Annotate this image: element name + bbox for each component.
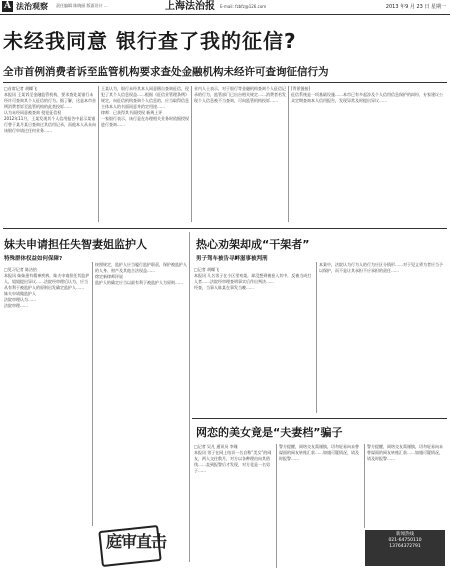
- story3-subheadline: 男子驾车被告寻衅滋事被判刑: [196, 256, 268, 262]
- section-badge: A: [2, 1, 13, 12]
- column-divider: [92, 262, 93, 526]
- story3-headline: 热心劝架却成“干架者”: [196, 238, 310, 251]
- article-column-4: [背景链接] 征信系统是一项基础设施……本市已有多起涉及个人信用信息保护的纠纷，专家建议公众定期查询本人信用报告，发现异常及时提出异议……: [291, 86, 443, 103]
- story2-column-2: 按照规定，监护人应当履行监护职责，保护被监护人的人身、财产及其他合法权益…… 徐定新律师评说 监护人的确定应当以最有利于被监护人为原则……: [95, 262, 187, 285]
- editor-credit: 责任编辑 陈晓丽 版面设计 ...: [56, 3, 108, 8]
- main-headline: 未经我同意 银行查了我的征信?: [3, 29, 297, 53]
- section-title: 法治观察: [16, 2, 48, 11]
- story3-column-1: □记者 胡蝶飞 本报讯 几名男子在小区里劝架，却没想到被卷入其中，反被当成打人者……法院经审理查明事实后作出判决…… 经查，当事人陈某在事发当晚……: [194, 267, 312, 290]
- headline-rule: [3, 82, 447, 83]
- column-divider: [276, 444, 277, 568]
- issue-date: 2013 年9 月 23 日 星期一: [385, 4, 446, 10]
- column-divider: [316, 262, 317, 413]
- newspaper-name: 上海法治报: [165, 1, 215, 12]
- column-divider: [191, 86, 192, 222]
- section-rule: [3, 228, 447, 229]
- column-divider: [189, 232, 190, 562]
- story4-column-1: □记者 吴凡 通讯员 李瑾 本报讯 男子在网上结识一名自称“美女”的网友，两人交往数月，对方以各种理由向其借钱……直到报警后才发现，对方竟是一名男子……: [194, 444, 272, 473]
- article-column-1: □首席记者 胡蝶飞 本报讯 王某诉至金融监管机构，要求查处某银行未经许可查询其个人征信的行为。据了解，这是本市首例消费者诉至监管机构的此类投诉…… 认为未经同意被查询 侵犯征信权 2012年11月，王某发现其个人信用报告中显示某银行曾于某月某日查询过其信用记录，而他本人从未向该银行申请过任何业务……: [4, 86, 96, 133]
- column-logo: 庭审直击: [106, 532, 167, 551]
- column-divider: [98, 86, 99, 222]
- story3-column-2: 本案中，法院认为行为人的行为应区分情形……对于见义勇为者应当予以保护，而不是让其承担不应承担的责任……: [319, 262, 443, 273]
- column-divider: [288, 86, 289, 222]
- section-rule: [192, 418, 447, 419]
- story2-headline: 妹夫申请担任失智妻姐监护人: [4, 238, 147, 251]
- newspaper-email: E-mail: fzbfz@126.com: [220, 4, 267, 9]
- story2-column-1: □见习记者 陈洁怡 本报讯 妹妹患有精神疾病，妹夫申请担任其监护人，姐姐提出异议……法院经审理后认为，应当从有利于被监护人的原则出发确定监护人…… 妹夫申请做监护人 法院审理认为…… 法院审理……: [4, 267, 90, 308]
- masthead: [0, 0, 450, 15]
- article-column-3: 业内人士表示，对于银行等金融机构查询个人征信记录的行为，监管部门已出台相关规定……消费者若发现个人信息被不当查询，可向监管机构投诉……: [194, 86, 286, 103]
- story2-subheadline: 特殊群体权益如何保障?: [4, 256, 63, 262]
- main-subhead: 全市首例消费者诉至监管机构要求查处金融机构未经许可查询征信行为: [3, 66, 329, 78]
- story4-headline: 网恋的美女竟是“夫妻档”骗子: [196, 426, 343, 439]
- column-divider: [364, 444, 365, 528]
- story4-column-2: 警方提醒，网络交友需谨慎，切勿轻易向未曾谋面的网友转账汇款……如遇可疑情况，请及时报警……: [279, 444, 359, 461]
- story4-column-3: 警方提醒，网络交友需谨慎，切勿轻易向未曾谋面的网友转账汇款……如遇可疑情况，请及时报警……: [367, 444, 443, 461]
- news-hotline-box: 新闻热线 021-64750110 13764372791: [365, 530, 445, 566]
- article-column-2: 王某认为，银行未经其本人同意擅自查询征信，侵犯了其个人信息权益……根据《征信业管理条例》规定，向征信机构查询个人信息的，应当取得信息主体本人的书面同意并约定用途…… 律师：已获得其书面授权 新规上评 一家银行表示，该行是在办理相关业务时依据授权进行查询……: [101, 86, 189, 127]
